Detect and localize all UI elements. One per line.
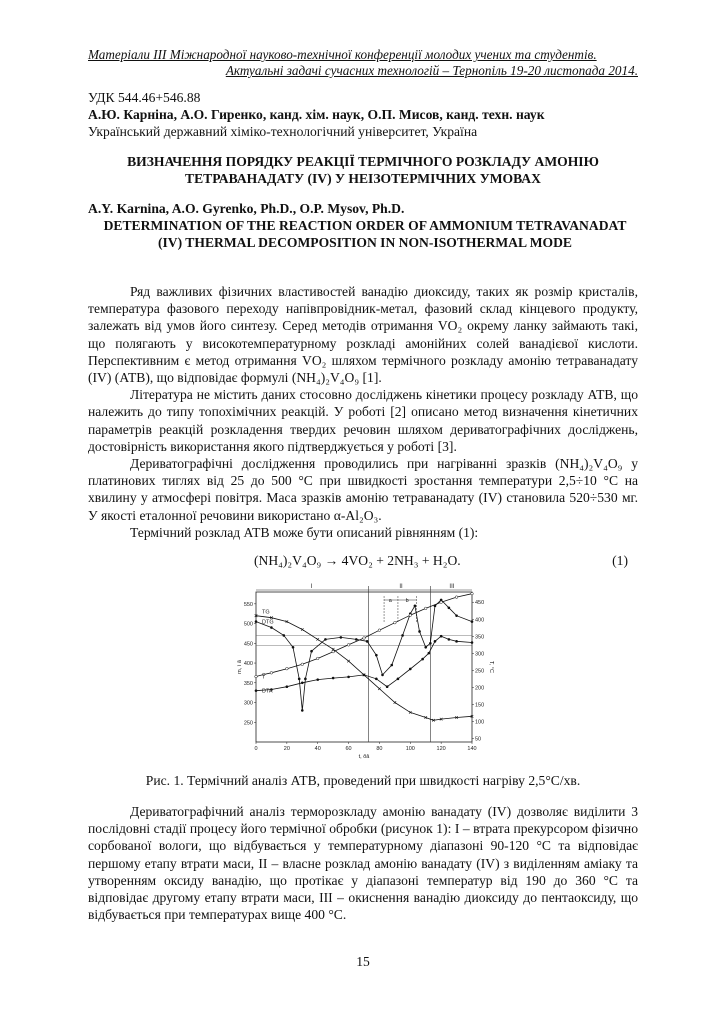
data-point-dta xyxy=(286,685,289,688)
data-point-dta xyxy=(397,678,400,681)
data-point-dtg xyxy=(301,709,304,712)
paragraph-1: Ряд важливих фізичних властивостей ванадію диоксиду, таких як розмір кристалів, температура фазового переходу напівпровідник-метал, фазовий склад кінцевого продукту, залежать від умов його синтезу. Серед методів отримання VO₂ окрему ланку займають такі, що полягають у високотемпературному розкладі амонійних солей ванадієвої кислоти. Перспективним є метод отримання VO₂ шляхом термічного розкладу амонію тетраванадату (IV) (АТВ), що відповідає формулі (NH₄)₂V₄O₉ [1]. xyxy=(88,284,638,386)
y-right-tick-label: 300 xyxy=(475,651,485,658)
series-line-dtg xyxy=(256,600,472,711)
series-line-t xyxy=(256,594,472,677)
data-point-dta xyxy=(255,689,258,692)
data-point-dta xyxy=(316,678,319,681)
data-point-t xyxy=(378,629,381,632)
data-point-dtg xyxy=(292,646,295,649)
series-line-dta xyxy=(256,636,472,691)
udc-code: УДК 544.46+546.88 xyxy=(88,90,201,105)
y-right-tick-label: 400 xyxy=(475,617,485,624)
body-text xyxy=(88,283,638,541)
data-point-dtg xyxy=(381,674,384,677)
y-left-tick-label: 500 xyxy=(243,621,253,628)
conference-header-line-2: Актуальні задачі сучасних технологій – Тернопіль 19-20 листопада 2014. xyxy=(225,63,638,78)
y-left-tick-label: 250 xyxy=(243,720,253,727)
data-point-dta xyxy=(409,668,412,671)
data-point-t xyxy=(286,667,289,670)
equation-formula: (NH₄)₂V₄O₉ → 4VO₂ + 2NH₃ + H₂O. xyxy=(254,553,461,568)
x-tick-label: 140 xyxy=(467,746,477,752)
data-point-tg xyxy=(301,628,304,631)
data-point-t xyxy=(332,650,335,653)
y-right-tick-label: 450 xyxy=(475,600,485,607)
paragraph-2: Література не містить даних стосовно досліджень кінетики процесу розкладу АТВ, що належить до типу топохімічних реакцій. У роботі [2] описано метод визначення кінетичних параметрів реакцій розкладення твердих речовин шляхом дериватографічних досліджень, достовірність використання якого підтверджується у роботі [3]. xyxy=(88,387,638,454)
series-label-tg: TG xyxy=(262,609,270,616)
y-left-tick-label: 300 xyxy=(243,700,253,707)
y-right-tick-label: 100 xyxy=(475,719,485,726)
stage-label: II xyxy=(399,584,403,590)
x-tick-label: 60 xyxy=(345,746,352,752)
data-point-dtg xyxy=(429,642,432,645)
stage-label: I xyxy=(310,584,313,590)
data-point-dtg xyxy=(355,638,358,641)
data-point-dtg xyxy=(270,626,273,629)
thermal-analysis-chart xyxy=(236,580,492,760)
sub-label-b: b xyxy=(405,598,409,604)
y-left-tick-label: 450 xyxy=(243,641,253,648)
data-point-dtg xyxy=(418,630,421,633)
y-right-tick-label: 250 xyxy=(475,668,485,675)
paragraph-4: Термічний розклад АТВ може бути описаний рівнянням (1): xyxy=(130,524,479,540)
authors-ua: А.Ю. Карніна, А.О. Гиренко, канд. хім. наук, О.П. Мисов, канд. техн. наук xyxy=(88,107,545,122)
data-point-t xyxy=(471,592,474,595)
series-label-dta: DTA xyxy=(262,688,273,695)
y-right-axis-label: T, °C xyxy=(488,661,494,673)
data-point-t xyxy=(255,675,258,678)
data-point-tg xyxy=(378,687,381,690)
page-number: 15 xyxy=(356,954,370,969)
title-en: DETERMINATION OF THE REACTION ORDER OF AMMONIUM TETRAVANADAT (IV) THERMAL DECOMPOSITION IN NON-ISOTHERMAL MODE xyxy=(103,218,627,250)
body-text-2 xyxy=(88,803,638,923)
data-point-dta xyxy=(455,640,458,643)
data-point-dta xyxy=(386,685,389,688)
figure-caption: Рис. 1. Термічний аналіз АТВ, проведений при швидкості нагріву 2,5°С/хв. xyxy=(145,773,581,788)
data-point-dta xyxy=(332,677,335,680)
data-point-dtg xyxy=(424,646,427,649)
x-tick-label: 100 xyxy=(405,746,415,752)
x-tick-label: 120 xyxy=(436,746,446,752)
data-point-tg xyxy=(316,638,319,641)
data-point-dtg xyxy=(324,638,327,641)
data-point-dtg xyxy=(255,620,258,623)
data-point-t xyxy=(440,601,443,604)
y-left-axis-label: m, ì ã xyxy=(237,660,243,674)
x-tick-label: 40 xyxy=(314,746,321,752)
data-point-tg xyxy=(394,701,397,704)
data-point-t xyxy=(270,671,273,674)
data-point-dtg xyxy=(298,678,301,681)
data-point-t xyxy=(409,614,412,617)
paragraph-3: Дериватографічні дослідження проводились при нагріванні зразків (NH₄)₂V₄O₉ у платинових тиглях від 25 до 500 °C при швидкості зростання температури 2,5÷10 °C на хвилину у атмосфері повітря. Маса зразків амонію тетраванадату (IV) становила 520÷530 мг. У якості еталонної речовини використано α-Al₂O₃. xyxy=(88,456,638,523)
data-point-dtg xyxy=(414,605,417,608)
equation-number: (1) xyxy=(612,553,628,568)
title-ua: ВИЗНАЧЕННЯ ПОРЯДКУ РЕАКЦІЇ ТЕРМІЧНОГО РОЗКЛАДУ АМОНІЮ ТЕТРАВАНАДАТУ (IV) У НЕІЗОТЕРМІЧНИХ УМОВАХ xyxy=(127,154,599,186)
data-point-dta xyxy=(434,640,437,643)
y-right-tick-label: 150 xyxy=(475,702,485,709)
data-point-dta xyxy=(347,676,350,679)
paragraph-5: Дериватографічний аналіз терморозкладу амонію ванадату (IV) дозволяє виділити 3 послідовні стадії процесу його термічної обробки (рисунок 1): І – втрата прекурсором фізично сорбованої вологи, що відбувається у температурному діапазоні 90-120 °C та відповідає першому етапу втрати маси, ІІ – власне розклад амонію ванадату (IV) з виділенням аміаку та утворенням оксиду ванадію, що протікає у діапазоні температур від 190 до 360 °C та відповідає другому етапу втрати маси, ІІІ – окиснення ванадію диоксиду до пентаоксиду, що відбувається при температурах вище 400 °C. xyxy=(88,804,638,923)
data-point-dta xyxy=(301,681,304,684)
y-right-tick-label: 350 xyxy=(475,634,485,641)
authors-en: A.Y. Karnina, A.O. Gyrenko, Ph.D., O.P. Mysov, Ph.D. xyxy=(88,201,405,216)
data-point-dtg xyxy=(401,634,404,637)
data-point-dtg xyxy=(282,634,285,637)
x-tick-label: 0 xyxy=(254,746,258,752)
data-point-dta xyxy=(428,652,431,655)
y-right-tick-label: 200 xyxy=(475,685,485,692)
data-point-dtg xyxy=(390,664,393,667)
series-label-dtg: DTG xyxy=(262,619,274,626)
data-point-dta xyxy=(421,658,424,661)
data-point-dtg xyxy=(310,650,313,653)
stage-label: III xyxy=(449,584,455,590)
sub-label-a: a xyxy=(388,598,392,604)
data-point-dtg xyxy=(448,606,451,609)
data-point-dta xyxy=(471,641,474,644)
data-point-dta xyxy=(363,674,366,677)
affiliation: Український державний хіміко-технологічний університет, Україна xyxy=(88,124,478,139)
data-point-dta xyxy=(375,678,378,681)
y-left-tick-label: 350 xyxy=(243,680,253,687)
data-point-t xyxy=(363,637,366,640)
series-label-t: T xyxy=(262,674,266,681)
data-point-dtg xyxy=(304,678,307,681)
data-point-t xyxy=(301,663,304,666)
data-point-dtg xyxy=(471,620,474,623)
conference-header-line-1: Матеріали ІІІ Міжнародної науково-технічної конференції молодих учених та студентів. xyxy=(88,47,597,62)
data-point-t xyxy=(424,607,427,610)
y-left-tick-label: 400 xyxy=(243,661,253,668)
data-point-dtg xyxy=(366,640,369,643)
data-point-dtg xyxy=(375,654,378,657)
y-right-tick-label: 50 xyxy=(475,736,482,743)
x-tick-label: 80 xyxy=(376,746,383,752)
data-point-dta xyxy=(448,638,451,641)
y-left-tick-label: 550 xyxy=(243,601,253,608)
data-point-dta xyxy=(440,635,443,638)
data-point-t xyxy=(394,621,397,624)
data-point-t xyxy=(455,596,458,599)
x-axis-label: t, õâ xyxy=(358,754,370,760)
data-point-t xyxy=(316,657,319,660)
data-point-tg xyxy=(347,660,350,663)
data-point-dtg xyxy=(340,636,343,639)
data-point-dtg xyxy=(455,614,458,617)
x-tick-label: 20 xyxy=(283,746,290,752)
data-point-t xyxy=(347,644,350,647)
